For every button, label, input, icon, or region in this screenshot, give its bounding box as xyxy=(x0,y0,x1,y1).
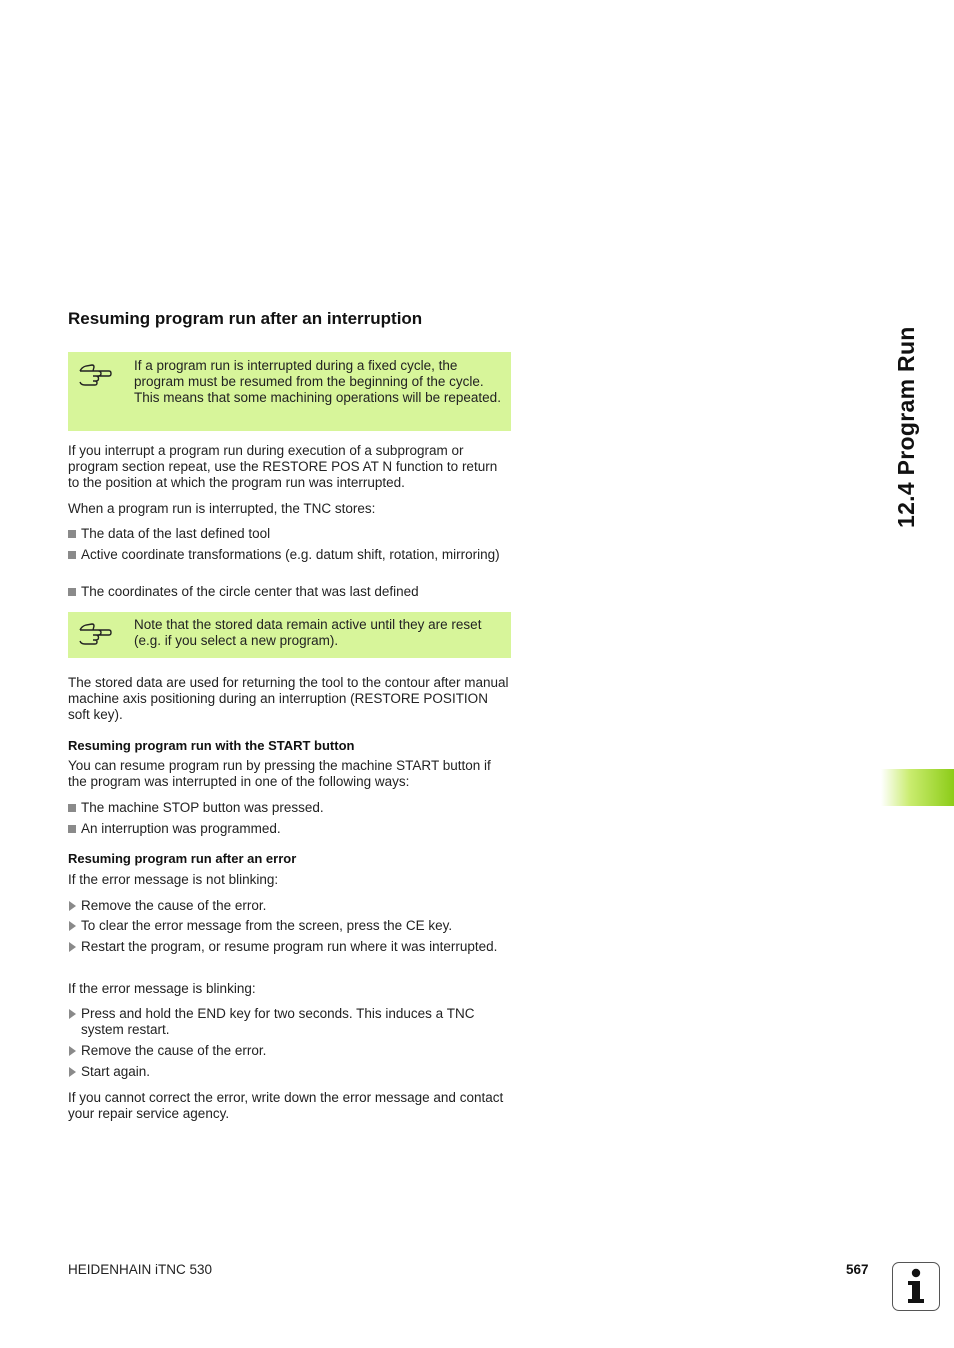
paragraph: You can resume program run by pressing the machine START button if the program was interrupted in one of the following ways: xyxy=(68,758,491,789)
list-item: The data of the last defined tool xyxy=(81,526,271,541)
bullet-square-icon xyxy=(68,825,76,833)
pointing-hand-icon xyxy=(78,621,112,647)
chapter-side-title: 12.4 Program Run xyxy=(893,326,919,528)
paragraph: If the error message is blinking: xyxy=(68,981,256,996)
paragraph: When a program run is interrupted, the TNC stores: xyxy=(68,501,376,516)
step-arrow-icon xyxy=(69,942,76,952)
step-item: Start again. xyxy=(81,1064,151,1079)
step-arrow-icon xyxy=(69,1009,76,1019)
note-box xyxy=(68,352,511,431)
note-text: If a program run is interrupted during a fixed cycle, the program must be resumed from the beginning of the cycle. This means that some machining operations will be repeated. xyxy=(134,358,501,405)
pointing-hand-icon xyxy=(78,362,112,388)
bullet-square-icon xyxy=(68,551,76,559)
step-arrow-icon xyxy=(69,901,76,911)
page-number: 567 xyxy=(846,1262,869,1277)
list-item: An interruption was programmed. xyxy=(81,821,281,836)
step-arrow-icon xyxy=(69,1067,76,1077)
subsection-title: Resuming program run with the START button xyxy=(68,738,355,753)
note-box xyxy=(68,612,511,658)
subsection-title: Resuming program run after an error xyxy=(68,851,297,866)
chapter-tab xyxy=(881,769,954,806)
bullet-square-icon xyxy=(68,804,76,812)
bullet-square-icon xyxy=(68,530,76,538)
paragraph: The stored data are used for returning the tool to the contour after manual machine axis positioning during an interruption (RESTORE POSITION soft key). xyxy=(68,675,509,722)
list-item: Active coordinate transformations (e.g. datum shift, rotation, mirroring) xyxy=(81,547,500,562)
footer-title: HEIDENHAIN iTNC 530 xyxy=(68,1262,213,1277)
info-icon xyxy=(892,1262,940,1311)
note-text: Note that the stored data remain active until they are reset (e.g. if you select a new program). xyxy=(134,617,482,648)
list-item: The coordinates of the circle center that was last defined xyxy=(81,584,419,599)
step-arrow-icon xyxy=(69,921,76,931)
step-item: To clear the error message from the screen, press the CE key. xyxy=(81,918,453,933)
paragraph: If you cannot correct the error, write down the error message and contact your repair service agency. xyxy=(68,1090,504,1121)
step-item: Restart the program, or resume program run where it was interrupted. xyxy=(81,939,498,954)
step-item: Press and hold the END key for two seconds. This induces a TNC system restart. xyxy=(81,1006,475,1037)
paragraph: If you interrupt a program run during execution of a subprogram or program section repeat, use the RESTORE POS AT N function to return to the position at which the program run was interrupted. xyxy=(68,443,498,490)
step-item: Remove the cause of the error. xyxy=(81,898,267,913)
paragraph: If the error message is not blinking: xyxy=(68,872,279,887)
bullet-square-icon xyxy=(68,588,76,596)
section-title: Resuming program run after an interruption xyxy=(68,309,423,328)
step-arrow-icon xyxy=(69,1046,76,1056)
step-item: Remove the cause of the error. xyxy=(81,1043,267,1058)
list-item: The machine STOP button was pressed. xyxy=(81,800,324,815)
